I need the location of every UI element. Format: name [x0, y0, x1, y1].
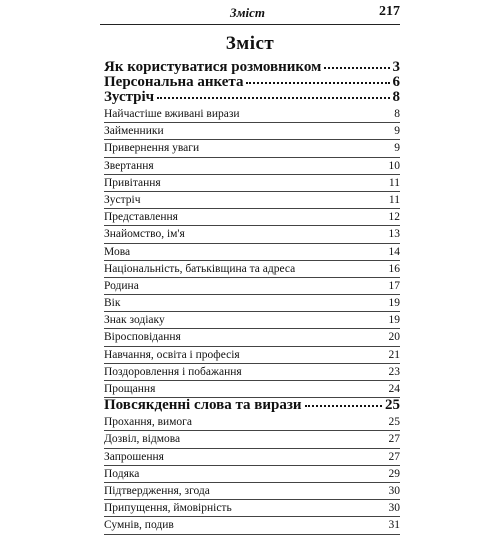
dot-leader	[157, 96, 389, 99]
toc-entry-page: 14	[388, 245, 400, 258]
toc-entry-page: 6	[392, 74, 400, 90]
toc-entry[interactable]	[104, 329, 400, 346]
toc-entry[interactable]	[104, 500, 400, 517]
toc-entry-page: 19	[388, 297, 400, 310]
toc-entry[interactable]	[104, 106, 400, 123]
toc-entry[interactable]	[104, 60, 400, 75]
toc-entry-page: 10	[388, 159, 400, 172]
toc-entry-label: Подяка	[104, 467, 140, 480]
toc-entry[interactable]	[104, 226, 400, 243]
toc-entry-page: 24	[388, 383, 400, 395]
toc-entry[interactable]	[104, 517, 400, 534]
toc-entry[interactable]	[104, 364, 400, 381]
toc-entry-page: 21	[388, 348, 400, 361]
toc-entry-label: Знайомство, ім'я	[104, 228, 185, 241]
running-header	[100, 0, 400, 25]
toc-entry[interactable]	[104, 398, 400, 413]
toc-entry[interactable]	[104, 244, 400, 261]
toc-entry-page: 9	[394, 142, 400, 155]
toc-entry[interactable]	[104, 278, 400, 295]
toc-entry-label: Персональна анкета	[104, 74, 244, 90]
toc-entry[interactable]	[104, 209, 400, 226]
dot-leader	[246, 81, 389, 84]
toc-entry-label: Привернення уваги	[104, 142, 200, 155]
toc-entry-page: 11	[388, 193, 400, 206]
toc-entry[interactable]	[104, 414, 400, 431]
toc-entry[interactable]	[104, 123, 400, 140]
toc-entry[interactable]	[104, 483, 400, 500]
toc-entry[interactable]	[104, 381, 400, 398]
toc-entry-label: Знак зодіаку	[104, 314, 165, 327]
toc-entry-label: Національність, батьківщина та адреса	[104, 262, 296, 275]
toc-entry-label: Дозвіл, відмова	[104, 433, 181, 446]
toc-entry-label: Зустріч	[104, 89, 155, 105]
toc-entry-page: 30	[388, 484, 400, 497]
toc-entry-label: Припущення, ймовірність	[104, 502, 232, 515]
toc-entry-label: Родина	[104, 279, 139, 292]
toc-entry-page: 8	[392, 89, 400, 105]
toc-entry[interactable]	[104, 158, 400, 175]
toc-entry-page: 23	[388, 365, 400, 378]
toc-entry-label: Вік	[104, 297, 121, 310]
toc-entry-label: Поздоровлення і побажання	[104, 365, 242, 378]
toc-entry-page: 27	[388, 433, 400, 446]
toc-entry-page: 13	[388, 228, 400, 241]
table-of-contents	[104, 60, 400, 535]
toc-entry[interactable]	[104, 261, 400, 278]
toc-entry[interactable]	[104, 449, 400, 466]
toc-entry-label: Прохання, вимога	[104, 416, 193, 429]
toc-entry-label: Представлення	[104, 211, 178, 224]
page-number: 217	[379, 4, 400, 19]
toc-entry-label: Віросповідання	[104, 331, 181, 344]
toc-entry-page: 31	[388, 519, 400, 532]
toc-entry-page: 27	[388, 450, 400, 463]
toc-entry[interactable]	[104, 175, 400, 192]
toc-entry-label: Прощання	[104, 383, 156, 395]
toc-entry-label: Звертання	[104, 159, 154, 172]
toc-entry[interactable]	[104, 295, 400, 312]
toc-entry[interactable]	[104, 466, 400, 483]
toc-entry[interactable]	[104, 347, 400, 364]
toc-entry[interactable]	[104, 192, 400, 209]
toc-entry-label: Найчастіше вживані вирази	[104, 108, 240, 120]
toc-entry-page: 25	[388, 416, 400, 429]
toc-entry-page: 17	[388, 279, 400, 292]
toc-entry-page: 20	[388, 331, 400, 344]
toc-entry-page: 11	[388, 176, 400, 189]
toc-entry-label: Займенники	[104, 125, 164, 138]
toc-entry-page: 16	[388, 262, 400, 275]
toc-entry[interactable]	[104, 312, 400, 329]
toc-entry-label: Зустріч	[104, 193, 141, 206]
toc-entry-page: 12	[388, 211, 400, 224]
dot-leader	[324, 66, 389, 69]
toc-entry-page: 9	[394, 125, 400, 138]
toc-entry-label: Сумнів, подив	[104, 519, 174, 532]
dot-leader	[305, 404, 382, 407]
toc-entry[interactable]	[104, 90, 400, 105]
toc-entry-page: 8	[394, 108, 400, 120]
toc-entry-label: Мова	[104, 245, 131, 258]
toc-entry-label: Як користуватися розмовником	[104, 59, 322, 75]
toc-entry-page: 25	[385, 397, 400, 414]
toc-entry-label: Привітання	[104, 176, 161, 189]
toc-entry-label: Повсякденні слова та вирази	[104, 397, 302, 414]
toc-entry-page: 30	[388, 502, 400, 515]
toc-entry[interactable]	[104, 140, 400, 157]
toc-entry-page: 29	[388, 467, 400, 480]
toc-entry-label: Підтвердження, згода	[104, 484, 210, 497]
toc-entry-page: 19	[388, 314, 400, 327]
toc-entry[interactable]	[104, 431, 400, 448]
toc-entry[interactable]	[104, 75, 400, 90]
toc-entry-label: Навчання, освіта і професія	[104, 348, 240, 361]
running-title: Зміст	[230, 5, 266, 20]
toc-entry-page: 3	[392, 59, 400, 75]
toc-title: Зміст	[225, 33, 275, 54]
toc-entry-label: Запрошення	[104, 450, 164, 463]
